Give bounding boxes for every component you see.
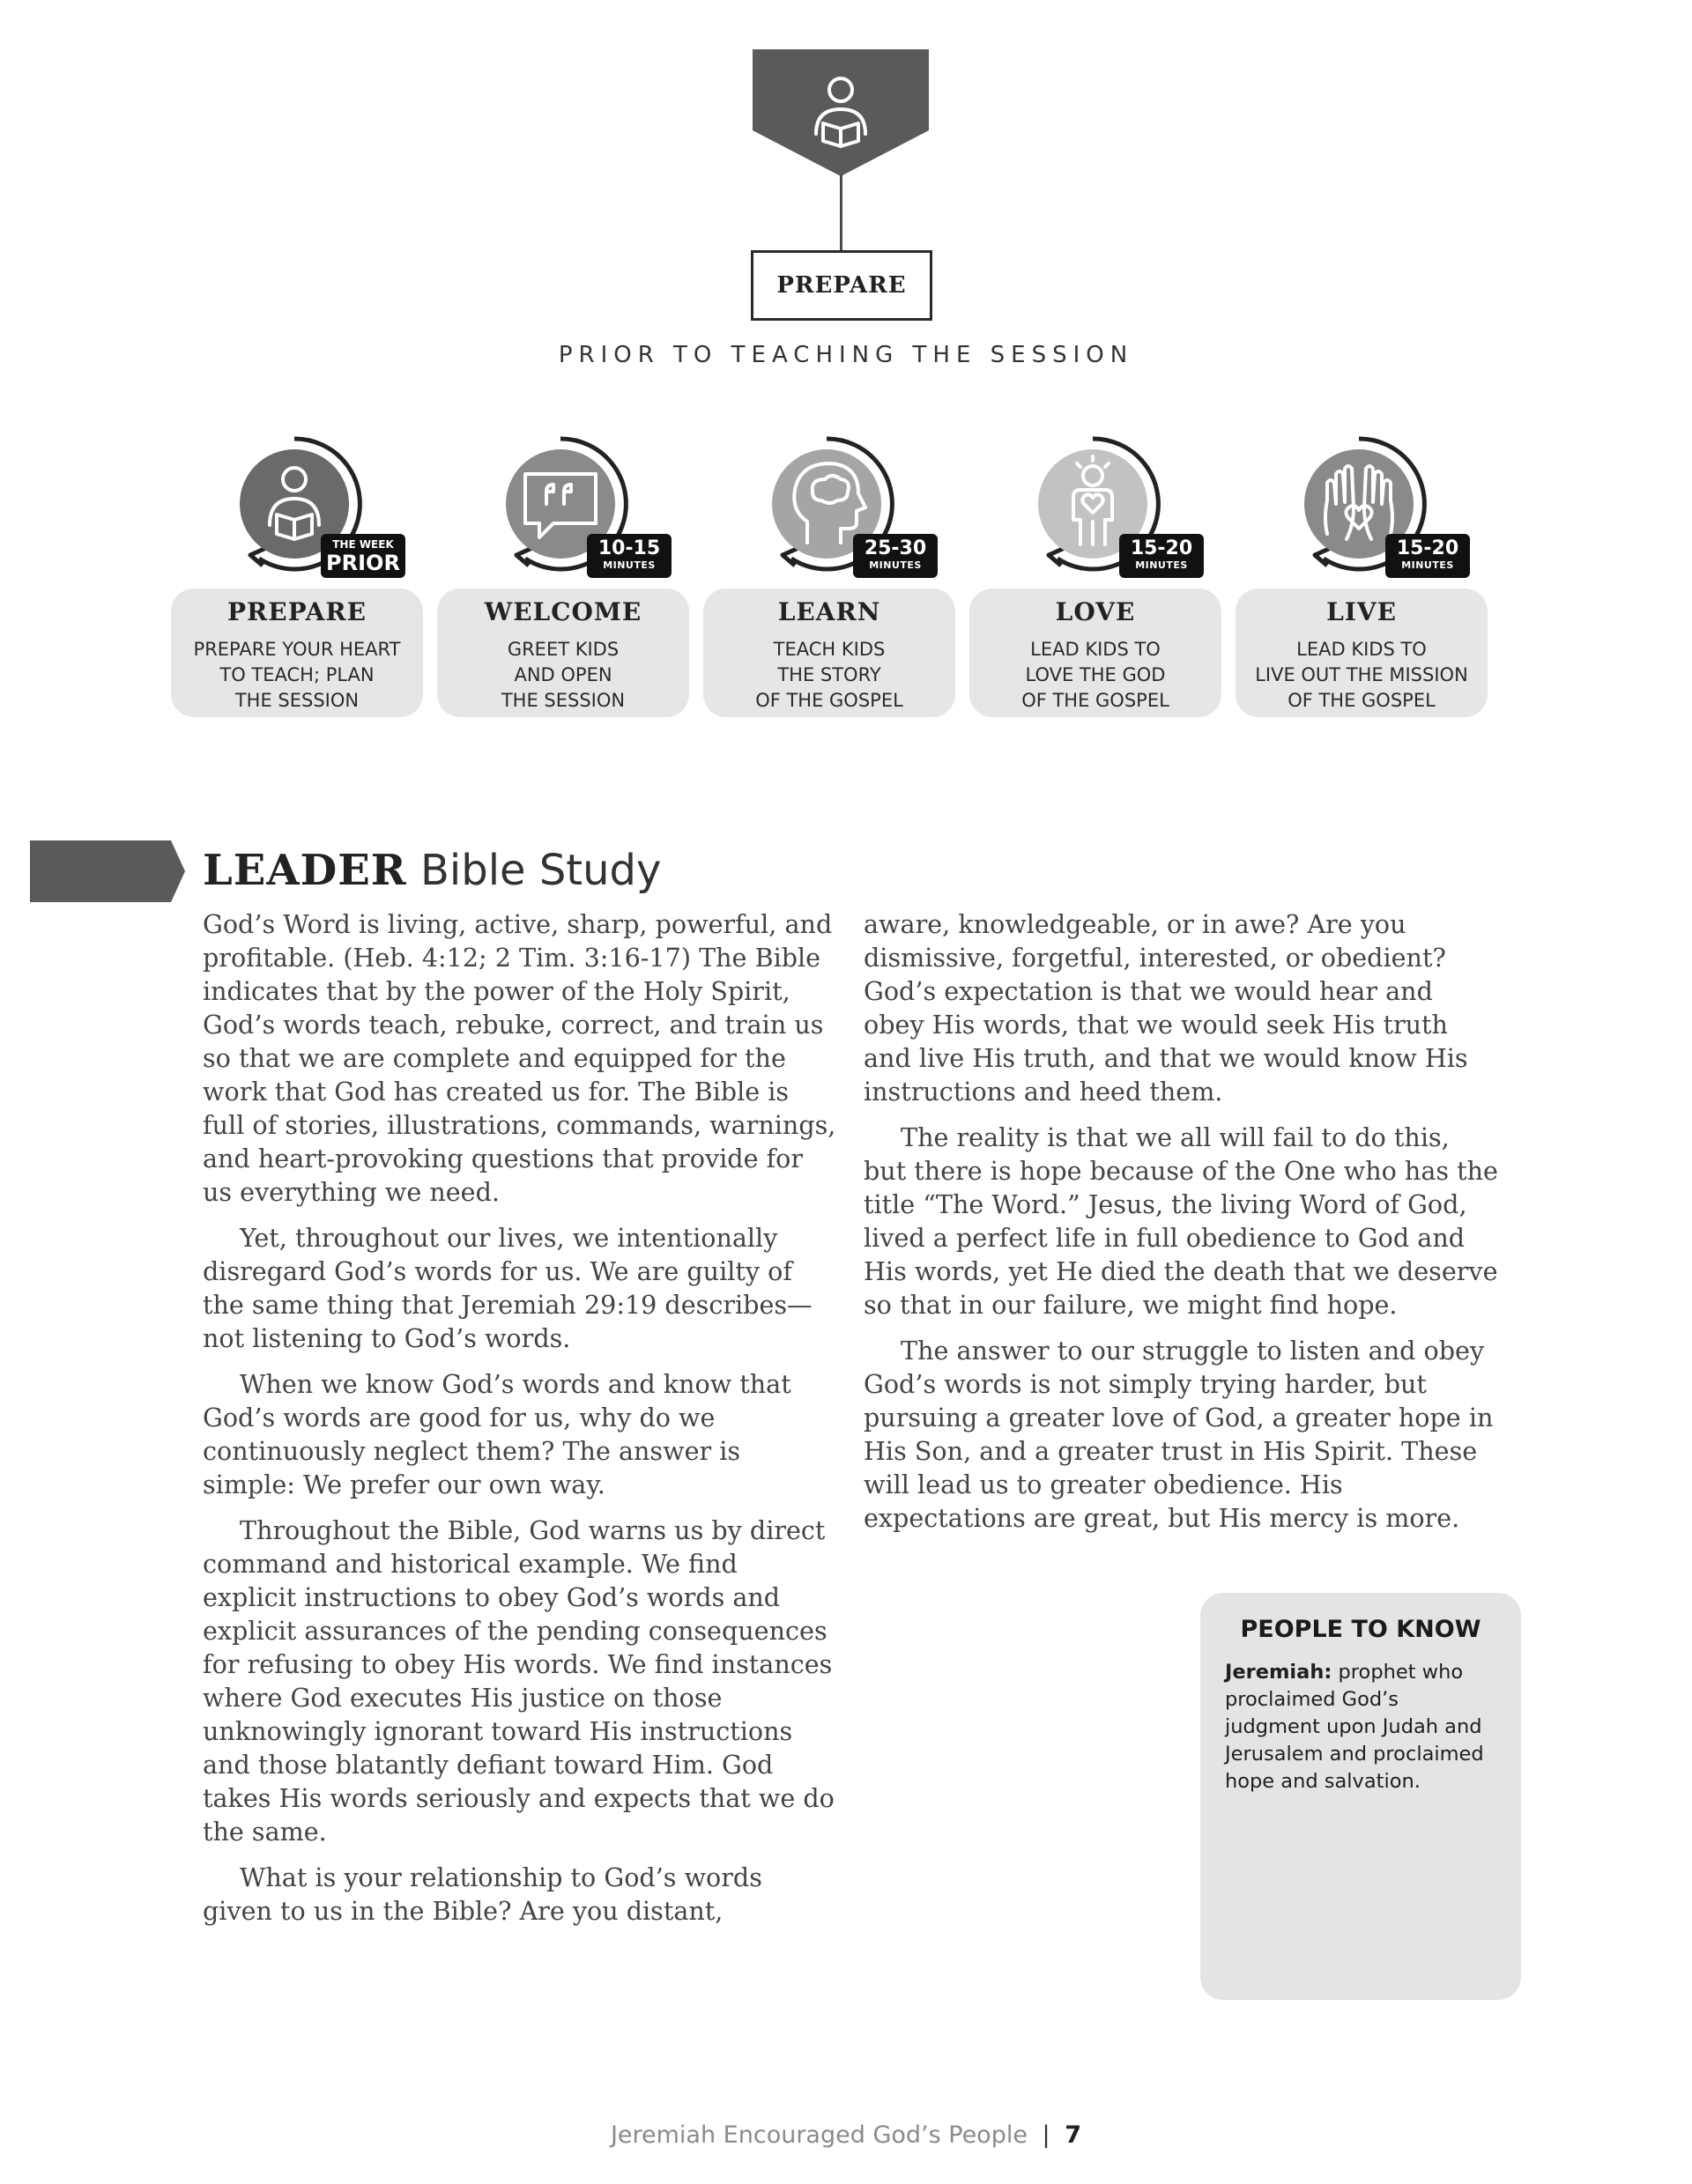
step-description: PREPARE YOUR HEART TO TEACH; PLAN THE SESSION: [193, 639, 401, 711]
step-description: LEAD KIDS TO LOVE THE GOD OF THE GOSPEL: [1021, 639, 1169, 711]
paragraph: aware, knowledgeable, or in awe? Are you dismissive, forgetful, interested, or obedient? God’s expectation is that we would hear and obey His words, that we would seek His truth and live His truth, and that we would know His instructions and heed them.: [864, 909, 1468, 1107]
step-live: [1236, 433, 1488, 724]
step-learn: [703, 433, 955, 724]
step-description: TEACH KIDS THE STORY OF THE GOSPEL: [755, 639, 903, 711]
section-heading: [203, 846, 661, 895]
person-name: Jeremiah:: [1225, 1661, 1332, 1684]
step-title: LEARN: [777, 597, 881, 626]
step-card: [969, 589, 1221, 717]
section-tab-marker: [30, 840, 185, 902]
people-to-know-box: [1200, 1593, 1521, 2000]
heading-bold: LEADER: [203, 846, 407, 895]
step-title: PREPARE: [226, 597, 367, 626]
prepare-label-box: PREPARE: [751, 250, 932, 321]
paragraph: When we know God’s words and know that God’s words are good for us, why do we continuously neglect them? The answer is simple: We prefer our own way.: [203, 1369, 791, 1499]
prepare-subtitle: PRIOR TO TEACHING THE SESSION: [558, 342, 1134, 368]
paragraph: What is your relationship to God’s words given to us in the Bible? Are you distant,: [203, 1862, 762, 1926]
step-prepare: [171, 433, 423, 724]
prepare-banner: [753, 49, 929, 176]
paragraph: God’s Word is living, active, sharp, powerful, and profitable. (Heb. 4:12; 2 Tim. 3:16-17) The Bible indicates that by the power of the Holy Spirit, God’s words teach, rebuke, correct, and train us so that we are complete and equipped for the work that God has created us for. The Bible is full of stories, illustrations, commands, warnings, and heart-provoking questions that provide for us everything we need.: [203, 909, 836, 1207]
step-card: [703, 589, 955, 717]
step-description: LEAD KIDS TO LIVE OUT THE MISSION OF THE GOSPEL: [1255, 639, 1468, 711]
paragraph: Yet, throughout our lives, we intentionally disregard God’s words for us. We are guilty of the same thing that Jeremiah 29:19 describes—not listening to God’s words.: [203, 1223, 813, 1353]
step-welcome: [437, 433, 689, 724]
banner-connector: [840, 174, 842, 252]
step-card: [437, 589, 689, 717]
time-badge: 25-30 MINUTES: [853, 534, 938, 578]
step-description: GREET KIDS AND OPEN THE SESSION: [501, 639, 626, 711]
session-steps: [171, 433, 1510, 724]
page-number: 7: [1065, 2121, 1082, 2149]
paragraph: Throughout the Bible, God warns us by direct command and historical example. We find explicit instructions to obey God’s words and explicit assurances of the pending consequences for refusing to obey His words. We find instances where God executes His justice on those unknowingly ignorant toward His instructions and those blatantly defiant toward Him. God takes His words seriously and expects that we do the same.: [203, 1515, 835, 1847]
person-description: prophet who proclaimed God’s judgment upon Judah and Jerusalem and proclaimed hope and salvation.: [1225, 1661, 1484, 1793]
time-badge: 15-20 MINUTES: [1385, 534, 1470, 578]
time-badge: THE WEEK PRIOR: [321, 534, 405, 578]
people-to-know-entry: [1225, 1659, 1496, 1795]
step-card: [171, 589, 423, 717]
step-title: LOVE: [1055, 597, 1136, 626]
footer-title: Jeremiah Encouraged God’s People: [610, 2121, 1028, 2149]
time-badge: 10-15 MINUTES: [587, 534, 672, 578]
time-badge: 15-20 MINUTES: [1119, 534, 1204, 578]
body-column-left: [203, 907, 837, 1940]
step-title: WELCOME: [484, 597, 642, 626]
page-footer: [0, 2121, 1692, 2149]
step-love: [969, 433, 1221, 724]
body-column-right: [864, 907, 1498, 1547]
paragraph: The reality is that we all will fail to do this, but there is hope because of the One who has the title “The Word.” Jesus, the living Word of God, lived a perfect life in full obedience to God and His words, yet He died the death that we deserve so that in our failure, we might find hope.: [864, 1122, 1498, 1320]
step-title: LIVE: [1326, 597, 1397, 626]
footer-separator: |: [1042, 2121, 1050, 2149]
step-card: [1236, 589, 1488, 717]
heading-light: Bible Study: [419, 846, 662, 895]
paragraph: The answer to our struggle to listen and obey God’s words is not simply trying harder, but pursuing a greater love of God, a greater hope in His Son, and a greater trust in His Spirit. These will lead us to greater obedience. His expectations are great, but His mercy is more.: [864, 1336, 1494, 1533]
people-to-know-title: PEOPLE TO KNOW: [1240, 1616, 1481, 1643]
